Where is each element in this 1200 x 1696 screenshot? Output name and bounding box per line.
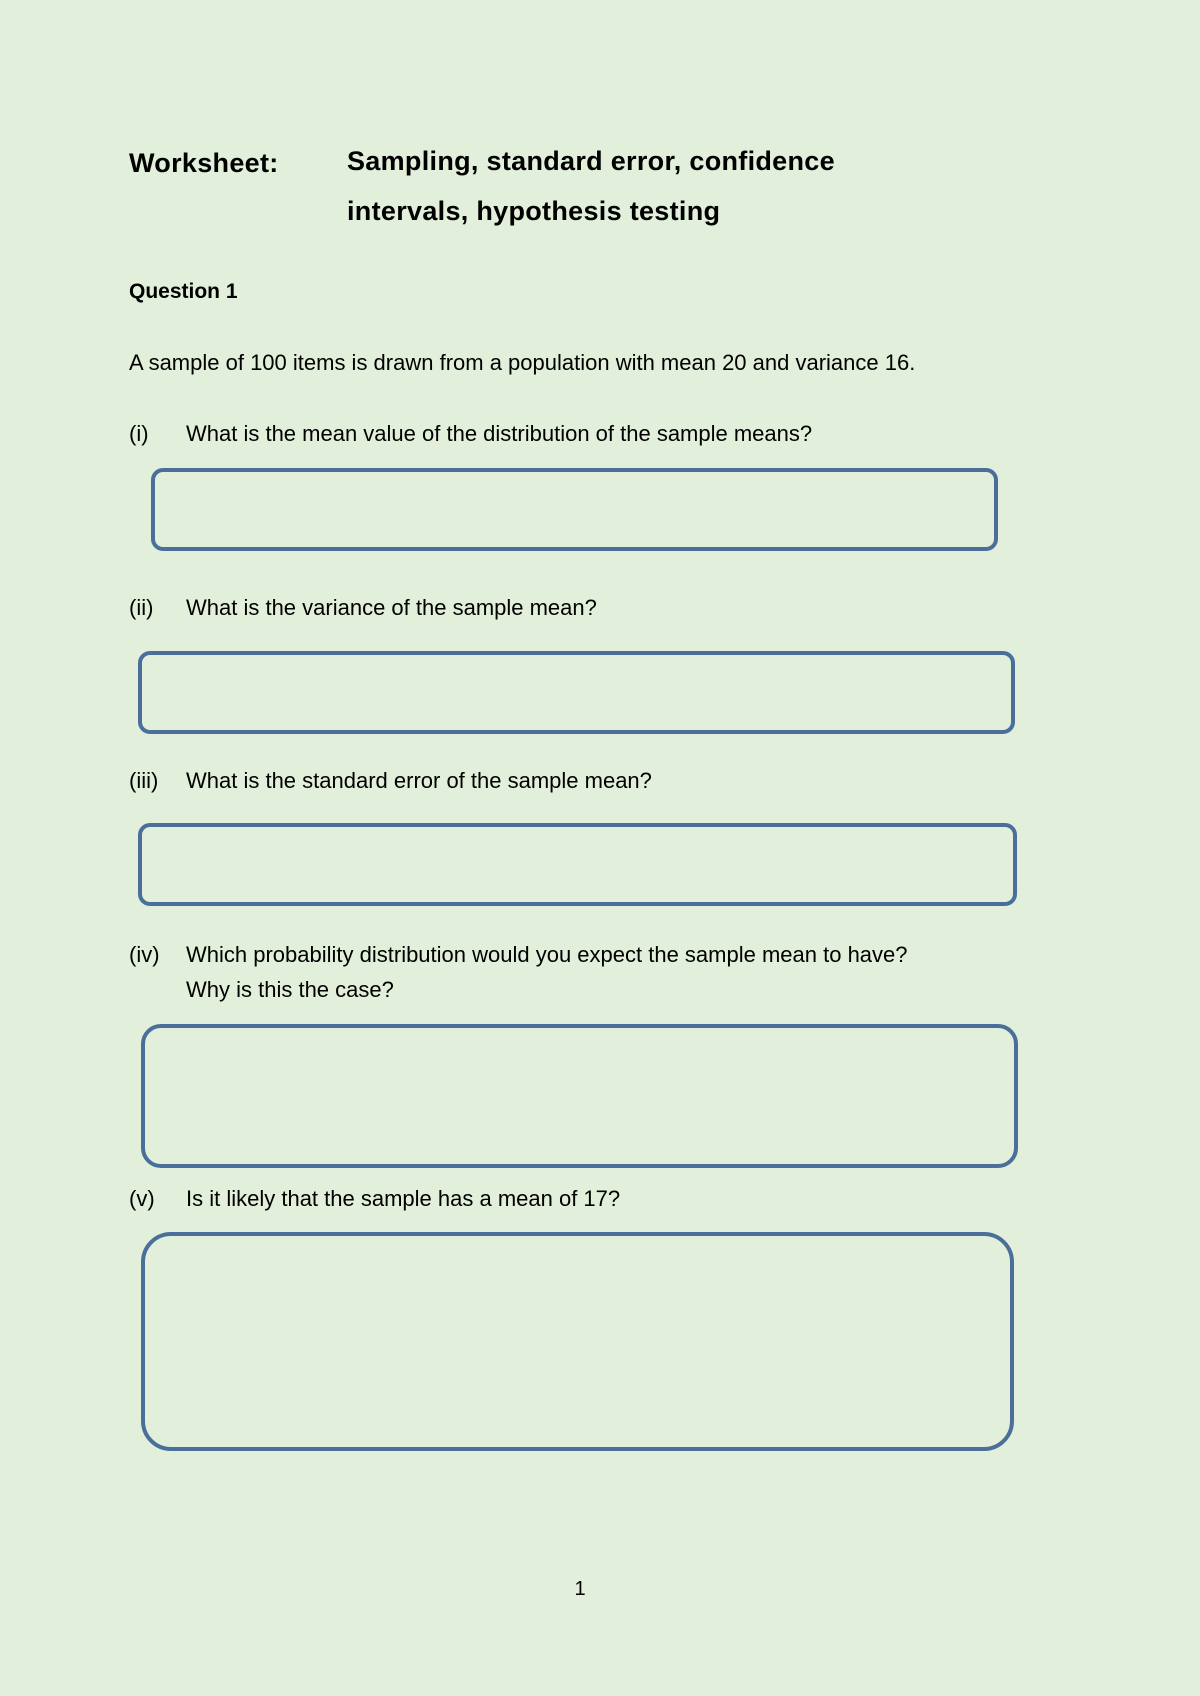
part-number: (i)	[129, 421, 149, 446]
part-question-line-2: Why is this the case?	[186, 977, 394, 1002]
part-number: (ii)	[129, 595, 154, 620]
part-number: (iv)	[129, 942, 160, 967]
worksheet-title-label: Worksheet:	[129, 148, 279, 178]
answer-box-v[interactable]	[141, 1232, 1014, 1451]
part-question	[186, 937, 1046, 1007]
answer-box-ii[interactable]	[138, 651, 1015, 734]
page-number: 1	[574, 1578, 586, 1600]
part-number: (iii)	[129, 768, 159, 793]
answer-box-iv[interactable]	[141, 1024, 1018, 1168]
answer-box-iii[interactable]	[138, 823, 1017, 906]
part-question: What is the mean value of the distribution of the sample means?	[186, 421, 813, 446]
worksheet-title	[347, 136, 987, 236]
question-heading: Question 1	[129, 280, 238, 303]
part-number: (v)	[129, 1186, 155, 1211]
worksheet-title-line-1: Sampling, standard error, confidence	[347, 146, 835, 176]
answer-box-i[interactable]	[151, 468, 998, 551]
part-question: What is the standard error of the sample mean?	[186, 768, 652, 793]
part-question: Is it likely that the sample has a mean of 17?	[186, 1186, 621, 1211]
worksheet-title-line-2: intervals, hypothesis testing	[347, 196, 721, 226]
part-question: What is the variance of the sample mean?	[186, 595, 597, 620]
part-question-line-1: Which probability distribution would you expect the sample mean to have?	[186, 942, 908, 967]
question-intro: A sample of 100 items is drawn from a population with mean 20 and variance 16.	[129, 350, 916, 375]
